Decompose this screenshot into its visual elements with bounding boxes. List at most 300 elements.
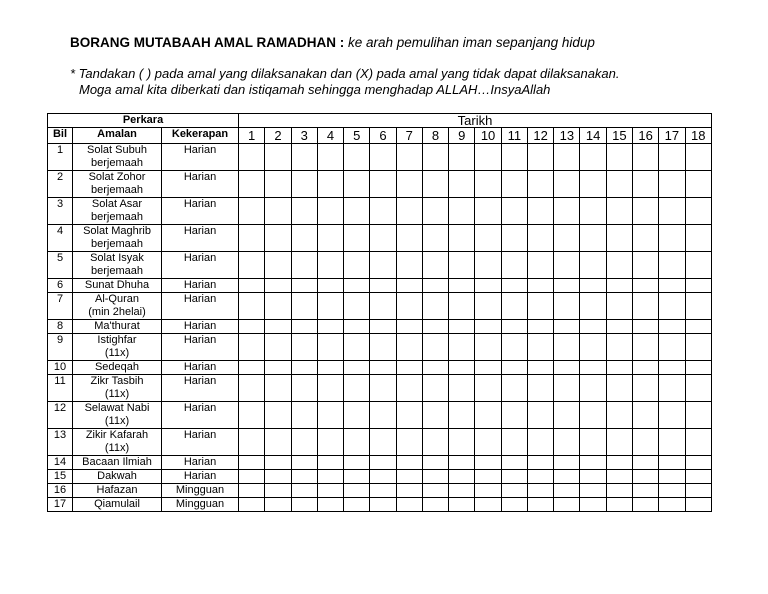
tick-cell-day-1[interactable] — [239, 225, 265, 252]
tick-cell-day-5[interactable] — [344, 470, 370, 484]
tick-cell-day-10[interactable] — [475, 225, 501, 252]
tick-cell-day-11[interactable] — [501, 198, 527, 225]
tick-cell-day-18[interactable] — [685, 429, 711, 456]
tick-cell-day-12[interactable] — [527, 144, 553, 171]
tick-cell-day-16[interactable] — [633, 198, 659, 225]
tick-cell-day-9[interactable] — [449, 225, 475, 252]
tick-cell-day-5[interactable] — [344, 402, 370, 429]
tick-cell-day-1[interactable] — [239, 144, 265, 171]
tick-cell-day-6[interactable] — [370, 498, 396, 512]
tick-cell-day-15[interactable] — [606, 293, 632, 320]
tick-cell-day-3[interactable] — [291, 498, 317, 512]
tick-cell-day-2[interactable] — [265, 456, 291, 470]
tick-cell-day-10[interactable] — [475, 144, 501, 171]
tick-cell-day-3[interactable] — [291, 361, 317, 375]
tick-cell-day-6[interactable] — [370, 361, 396, 375]
tick-cell-day-5[interactable] — [344, 361, 370, 375]
tick-cell-day-9[interactable] — [449, 361, 475, 375]
tick-cell-day-4[interactable] — [317, 198, 343, 225]
tick-cell-day-14[interactable] — [580, 144, 606, 171]
tick-cell-day-13[interactable] — [554, 498, 580, 512]
tick-cell-day-13[interactable] — [554, 252, 580, 279]
tick-cell-day-18[interactable] — [685, 144, 711, 171]
tick-cell-day-13[interactable] — [554, 429, 580, 456]
tick-cell-day-7[interactable] — [396, 279, 422, 293]
tick-cell-day-12[interactable] — [527, 498, 553, 512]
tick-cell-day-18[interactable] — [685, 375, 711, 402]
tick-cell-day-17[interactable] — [659, 361, 685, 375]
tick-cell-day-3[interactable] — [291, 470, 317, 484]
tick-cell-day-1[interactable] — [239, 456, 265, 470]
tick-cell-day-6[interactable] — [370, 456, 396, 470]
tick-cell-day-12[interactable] — [527, 279, 553, 293]
tick-cell-day-4[interactable] — [317, 171, 343, 198]
tick-cell-day-16[interactable] — [633, 171, 659, 198]
tick-cell-day-18[interactable] — [685, 279, 711, 293]
tick-cell-day-17[interactable] — [659, 171, 685, 198]
tick-cell-day-7[interactable] — [396, 429, 422, 456]
tick-cell-day-13[interactable] — [554, 334, 580, 361]
tick-cell-day-13[interactable] — [554, 470, 580, 484]
tick-cell-day-3[interactable] — [291, 144, 317, 171]
tick-cell-day-7[interactable] — [396, 144, 422, 171]
tick-cell-day-3[interactable] — [291, 279, 317, 293]
tick-cell-day-9[interactable] — [449, 498, 475, 512]
tick-cell-day-15[interactable] — [606, 320, 632, 334]
tick-cell-day-5[interactable] — [344, 198, 370, 225]
tick-cell-day-7[interactable] — [396, 334, 422, 361]
tick-cell-day-2[interactable] — [265, 144, 291, 171]
tick-cell-day-2[interactable] — [265, 484, 291, 498]
tick-cell-day-4[interactable] — [317, 293, 343, 320]
tick-cell-day-13[interactable] — [554, 225, 580, 252]
tick-cell-day-14[interactable] — [580, 470, 606, 484]
tick-cell-day-10[interactable] — [475, 429, 501, 456]
tick-cell-day-8[interactable] — [422, 484, 448, 498]
tick-cell-day-10[interactable] — [475, 375, 501, 402]
tick-cell-day-18[interactable] — [685, 484, 711, 498]
tick-cell-day-1[interactable] — [239, 171, 265, 198]
tick-cell-day-11[interactable] — [501, 225, 527, 252]
tick-cell-day-4[interactable] — [317, 484, 343, 498]
tick-cell-day-12[interactable] — [527, 320, 553, 334]
tick-cell-day-8[interactable] — [422, 293, 448, 320]
tick-cell-day-3[interactable] — [291, 252, 317, 279]
tick-cell-day-7[interactable] — [396, 320, 422, 334]
tick-cell-day-14[interactable] — [580, 498, 606, 512]
tick-cell-day-18[interactable] — [685, 361, 711, 375]
tick-cell-day-18[interactable] — [685, 320, 711, 334]
tick-cell-day-15[interactable] — [606, 171, 632, 198]
tick-cell-day-16[interactable] — [633, 320, 659, 334]
tick-cell-day-2[interactable] — [265, 334, 291, 361]
tick-cell-day-5[interactable] — [344, 144, 370, 171]
tick-cell-day-11[interactable] — [501, 429, 527, 456]
tick-cell-day-1[interactable] — [239, 198, 265, 225]
tick-cell-day-14[interactable] — [580, 429, 606, 456]
tick-cell-day-15[interactable] — [606, 334, 632, 361]
tick-cell-day-1[interactable] — [239, 334, 265, 361]
tick-cell-day-10[interactable] — [475, 361, 501, 375]
tick-cell-day-11[interactable] — [501, 171, 527, 198]
tick-cell-day-16[interactable] — [633, 279, 659, 293]
tick-cell-day-18[interactable] — [685, 402, 711, 429]
tick-cell-day-12[interactable] — [527, 429, 553, 456]
tick-cell-day-15[interactable] — [606, 225, 632, 252]
tick-cell-day-1[interactable] — [239, 402, 265, 429]
tick-cell-day-11[interactable] — [501, 470, 527, 484]
tick-cell-day-14[interactable] — [580, 198, 606, 225]
tick-cell-day-14[interactable] — [580, 225, 606, 252]
tick-cell-day-2[interactable] — [265, 279, 291, 293]
tick-cell-day-15[interactable] — [606, 279, 632, 293]
tick-cell-day-10[interactable] — [475, 320, 501, 334]
tick-cell-day-11[interactable] — [501, 402, 527, 429]
tick-cell-day-3[interactable] — [291, 320, 317, 334]
tick-cell-day-14[interactable] — [580, 320, 606, 334]
tick-cell-day-16[interactable] — [633, 252, 659, 279]
tick-cell-day-6[interactable] — [370, 375, 396, 402]
tick-cell-day-6[interactable] — [370, 484, 396, 498]
tick-cell-day-18[interactable] — [685, 470, 711, 484]
tick-cell-day-9[interactable] — [449, 293, 475, 320]
tick-cell-day-13[interactable] — [554, 484, 580, 498]
tick-cell-day-17[interactable] — [659, 402, 685, 429]
tick-cell-day-6[interactable] — [370, 198, 396, 225]
tick-cell-day-11[interactable] — [501, 361, 527, 375]
tick-cell-day-5[interactable] — [344, 279, 370, 293]
tick-cell-day-18[interactable] — [685, 225, 711, 252]
tick-cell-day-4[interactable] — [317, 498, 343, 512]
tick-cell-day-1[interactable] — [239, 375, 265, 402]
tick-cell-day-3[interactable] — [291, 375, 317, 402]
tick-cell-day-13[interactable] — [554, 198, 580, 225]
tick-cell-day-18[interactable] — [685, 456, 711, 470]
tick-cell-day-11[interactable] — [501, 144, 527, 171]
tick-cell-day-10[interactable] — [475, 171, 501, 198]
tick-cell-day-15[interactable] — [606, 429, 632, 456]
tick-cell-day-2[interactable] — [265, 171, 291, 198]
tick-cell-day-12[interactable] — [527, 402, 553, 429]
tick-cell-day-17[interactable] — [659, 144, 685, 171]
tick-cell-day-9[interactable] — [449, 470, 475, 484]
tick-cell-day-11[interactable] — [501, 375, 527, 402]
tick-cell-day-6[interactable] — [370, 402, 396, 429]
tick-cell-day-7[interactable] — [396, 293, 422, 320]
tick-cell-day-5[interactable] — [344, 293, 370, 320]
tick-cell-day-16[interactable] — [633, 498, 659, 512]
tick-cell-day-10[interactable] — [475, 334, 501, 361]
tick-cell-day-5[interactable] — [344, 375, 370, 402]
tick-cell-day-15[interactable] — [606, 498, 632, 512]
tick-cell-day-3[interactable] — [291, 293, 317, 320]
tick-cell-day-9[interactable] — [449, 198, 475, 225]
tick-cell-day-15[interactable] — [606, 484, 632, 498]
tick-cell-day-5[interactable] — [344, 429, 370, 456]
tick-cell-day-6[interactable] — [370, 470, 396, 484]
tick-cell-day-7[interactable] — [396, 375, 422, 402]
tick-cell-day-6[interactable] — [370, 334, 396, 361]
tick-cell-day-12[interactable] — [527, 252, 553, 279]
tick-cell-day-15[interactable] — [606, 470, 632, 484]
tick-cell-day-12[interactable] — [527, 334, 553, 361]
tick-cell-day-14[interactable] — [580, 484, 606, 498]
tick-cell-day-17[interactable] — [659, 456, 685, 470]
tick-cell-day-4[interactable] — [317, 470, 343, 484]
tick-cell-day-1[interactable] — [239, 498, 265, 512]
tick-cell-day-17[interactable] — [659, 293, 685, 320]
tick-cell-day-5[interactable] — [344, 484, 370, 498]
tick-cell-day-6[interactable] — [370, 279, 396, 293]
tick-cell-day-4[interactable] — [317, 225, 343, 252]
tick-cell-day-7[interactable] — [396, 402, 422, 429]
tick-cell-day-10[interactable] — [475, 402, 501, 429]
tick-cell-day-13[interactable] — [554, 320, 580, 334]
tick-cell-day-17[interactable] — [659, 429, 685, 456]
tick-cell-day-3[interactable] — [291, 456, 317, 470]
tick-cell-day-3[interactable] — [291, 429, 317, 456]
tick-cell-day-1[interactable] — [239, 252, 265, 279]
tick-cell-day-17[interactable] — [659, 470, 685, 484]
tick-cell-day-14[interactable] — [580, 334, 606, 361]
tick-cell-day-18[interactable] — [685, 498, 711, 512]
tick-cell-day-11[interactable] — [501, 334, 527, 361]
tick-cell-day-10[interactable] — [475, 279, 501, 293]
tick-cell-day-8[interactable] — [422, 456, 448, 470]
tick-cell-day-3[interactable] — [291, 171, 317, 198]
tick-cell-day-6[interactable] — [370, 171, 396, 198]
tick-cell-day-12[interactable] — [527, 293, 553, 320]
tick-cell-day-2[interactable] — [265, 198, 291, 225]
tick-cell-day-10[interactable] — [475, 470, 501, 484]
tick-cell-day-16[interactable] — [633, 402, 659, 429]
tick-cell-day-9[interactable] — [449, 320, 475, 334]
tick-cell-day-10[interactable] — [475, 198, 501, 225]
tick-cell-day-7[interactable] — [396, 470, 422, 484]
tick-cell-day-4[interactable] — [317, 402, 343, 429]
tick-cell-day-9[interactable] — [449, 144, 475, 171]
tick-cell-day-1[interactable] — [239, 279, 265, 293]
tick-cell-day-9[interactable] — [449, 456, 475, 470]
tick-cell-day-13[interactable] — [554, 293, 580, 320]
tick-cell-day-4[interactable] — [317, 375, 343, 402]
tick-cell-day-13[interactable] — [554, 361, 580, 375]
tick-cell-day-13[interactable] — [554, 375, 580, 402]
tick-cell-day-17[interactable] — [659, 198, 685, 225]
tick-cell-day-18[interactable] — [685, 334, 711, 361]
tick-cell-day-18[interactable] — [685, 252, 711, 279]
tick-cell-day-8[interactable] — [422, 429, 448, 456]
tick-cell-day-6[interactable] — [370, 429, 396, 456]
tick-cell-day-7[interactable] — [396, 171, 422, 198]
tick-cell-day-12[interactable] — [527, 171, 553, 198]
tick-cell-day-12[interactable] — [527, 198, 553, 225]
tick-cell-day-9[interactable] — [449, 375, 475, 402]
tick-cell-day-9[interactable] — [449, 252, 475, 279]
tick-cell-day-15[interactable] — [606, 361, 632, 375]
tick-cell-day-11[interactable] — [501, 456, 527, 470]
tick-cell-day-9[interactable] — [449, 279, 475, 293]
tick-cell-day-5[interactable] — [344, 334, 370, 361]
tick-cell-day-14[interactable] — [580, 361, 606, 375]
tick-cell-day-5[interactable] — [344, 171, 370, 198]
tick-cell-day-3[interactable] — [291, 198, 317, 225]
tick-cell-day-3[interactable] — [291, 334, 317, 361]
tick-cell-day-6[interactable] — [370, 225, 396, 252]
tick-cell-day-7[interactable] — [396, 456, 422, 470]
tick-cell-day-10[interactable] — [475, 293, 501, 320]
tick-cell-day-5[interactable] — [344, 225, 370, 252]
tick-cell-day-3[interactable] — [291, 484, 317, 498]
tick-cell-day-15[interactable] — [606, 402, 632, 429]
tick-cell-day-11[interactable] — [501, 252, 527, 279]
tick-cell-day-15[interactable] — [606, 252, 632, 279]
tick-cell-day-8[interactable] — [422, 320, 448, 334]
tick-cell-day-7[interactable] — [396, 198, 422, 225]
tick-cell-day-13[interactable] — [554, 144, 580, 171]
tick-cell-day-2[interactable] — [265, 429, 291, 456]
tick-cell-day-1[interactable] — [239, 320, 265, 334]
tick-cell-day-8[interactable] — [422, 279, 448, 293]
tick-cell-day-1[interactable] — [239, 293, 265, 320]
tick-cell-day-6[interactable] — [370, 252, 396, 279]
tick-cell-day-1[interactable] — [239, 361, 265, 375]
tick-cell-day-16[interactable] — [633, 293, 659, 320]
tick-cell-day-18[interactable] — [685, 293, 711, 320]
tick-cell-day-14[interactable] — [580, 171, 606, 198]
tick-cell-day-12[interactable] — [527, 456, 553, 470]
tick-cell-day-7[interactable] — [396, 225, 422, 252]
tick-cell-day-4[interactable] — [317, 456, 343, 470]
tick-cell-day-7[interactable] — [396, 498, 422, 512]
tick-cell-day-8[interactable] — [422, 470, 448, 484]
tick-cell-day-11[interactable] — [501, 484, 527, 498]
tick-cell-day-15[interactable] — [606, 144, 632, 171]
tick-cell-day-14[interactable] — [580, 375, 606, 402]
tick-cell-day-10[interactable] — [475, 456, 501, 470]
tick-cell-day-9[interactable] — [449, 171, 475, 198]
tick-cell-day-4[interactable] — [317, 144, 343, 171]
tick-cell-day-16[interactable] — [633, 429, 659, 456]
tick-cell-day-3[interactable] — [291, 402, 317, 429]
tick-cell-day-9[interactable] — [449, 402, 475, 429]
tick-cell-day-6[interactable] — [370, 320, 396, 334]
tick-cell-day-14[interactable] — [580, 402, 606, 429]
tick-cell-day-4[interactable] — [317, 361, 343, 375]
tick-cell-day-15[interactable] — [606, 456, 632, 470]
tick-cell-day-6[interactable] — [370, 293, 396, 320]
tick-cell-day-13[interactable] — [554, 402, 580, 429]
tick-cell-day-17[interactable] — [659, 252, 685, 279]
tick-cell-day-16[interactable] — [633, 225, 659, 252]
tick-cell-day-15[interactable] — [606, 375, 632, 402]
tick-cell-day-8[interactable] — [422, 361, 448, 375]
tick-cell-day-12[interactable] — [527, 470, 553, 484]
tick-cell-day-8[interactable] — [422, 144, 448, 171]
tick-cell-day-2[interactable] — [265, 361, 291, 375]
tick-cell-day-16[interactable] — [633, 470, 659, 484]
tick-cell-day-8[interactable] — [422, 225, 448, 252]
tick-cell-day-16[interactable] — [633, 456, 659, 470]
tick-cell-day-9[interactable] — [449, 484, 475, 498]
tick-cell-day-6[interactable] — [370, 144, 396, 171]
tick-cell-day-14[interactable] — [580, 252, 606, 279]
tick-cell-day-14[interactable] — [580, 456, 606, 470]
tick-cell-day-17[interactable] — [659, 375, 685, 402]
tick-cell-day-8[interactable] — [422, 498, 448, 512]
tick-cell-day-13[interactable] — [554, 456, 580, 470]
tick-cell-day-14[interactable] — [580, 293, 606, 320]
tick-cell-day-8[interactable] — [422, 334, 448, 361]
tick-cell-day-18[interactable] — [685, 198, 711, 225]
tick-cell-day-12[interactable] — [527, 225, 553, 252]
tick-cell-day-2[interactable] — [265, 375, 291, 402]
tick-cell-day-4[interactable] — [317, 334, 343, 361]
tick-cell-day-7[interactable] — [396, 484, 422, 498]
tick-cell-day-16[interactable] — [633, 484, 659, 498]
tick-cell-day-2[interactable] — [265, 225, 291, 252]
tick-cell-day-2[interactable] — [265, 402, 291, 429]
tick-cell-day-7[interactable] — [396, 361, 422, 375]
tick-cell-day-12[interactable] — [527, 375, 553, 402]
tick-cell-day-4[interactable] — [317, 320, 343, 334]
tick-cell-day-8[interactable] — [422, 171, 448, 198]
tick-cell-day-2[interactable] — [265, 320, 291, 334]
tick-cell-day-11[interactable] — [501, 279, 527, 293]
tick-cell-day-8[interactable] — [422, 198, 448, 225]
tick-cell-day-16[interactable] — [633, 361, 659, 375]
tick-cell-day-5[interactable] — [344, 320, 370, 334]
tick-cell-day-16[interactable] — [633, 375, 659, 402]
tick-cell-day-2[interactable] — [265, 293, 291, 320]
tick-cell-day-15[interactable] — [606, 198, 632, 225]
tick-cell-day-13[interactable] — [554, 171, 580, 198]
tick-cell-day-17[interactable] — [659, 279, 685, 293]
tick-cell-day-12[interactable] — [527, 361, 553, 375]
tick-cell-day-8[interactable] — [422, 252, 448, 279]
tick-cell-day-17[interactable] — [659, 498, 685, 512]
tick-cell-day-17[interactable] — [659, 484, 685, 498]
tick-cell-day-7[interactable] — [396, 252, 422, 279]
tick-cell-day-11[interactable] — [501, 498, 527, 512]
tick-cell-day-8[interactable] — [422, 402, 448, 429]
tick-cell-day-1[interactable] — [239, 429, 265, 456]
tick-cell-day-16[interactable] — [633, 144, 659, 171]
tick-cell-day-13[interactable] — [554, 279, 580, 293]
tick-cell-day-4[interactable] — [317, 252, 343, 279]
tick-cell-day-18[interactable] — [685, 171, 711, 198]
tick-cell-day-5[interactable] — [344, 252, 370, 279]
tick-cell-day-14[interactable] — [580, 279, 606, 293]
tick-cell-day-16[interactable] — [633, 334, 659, 361]
tick-cell-day-9[interactable] — [449, 334, 475, 361]
tick-cell-day-2[interactable] — [265, 470, 291, 484]
tick-cell-day-10[interactable] — [475, 498, 501, 512]
tick-cell-day-5[interactable] — [344, 456, 370, 470]
tick-cell-day-12[interactable] — [527, 484, 553, 498]
tick-cell-day-3[interactable] — [291, 225, 317, 252]
tick-cell-day-17[interactable] — [659, 334, 685, 361]
tick-cell-day-17[interactable] — [659, 225, 685, 252]
tick-cell-day-10[interactable] — [475, 252, 501, 279]
tick-cell-day-5[interactable] — [344, 498, 370, 512]
tick-cell-day-11[interactable] — [501, 320, 527, 334]
tick-cell-day-4[interactable] — [317, 279, 343, 293]
tick-cell-day-4[interactable] — [317, 429, 343, 456]
tick-cell-day-10[interactable] — [475, 484, 501, 498]
tick-cell-day-9[interactable] — [449, 429, 475, 456]
tick-cell-day-2[interactable] — [265, 252, 291, 279]
